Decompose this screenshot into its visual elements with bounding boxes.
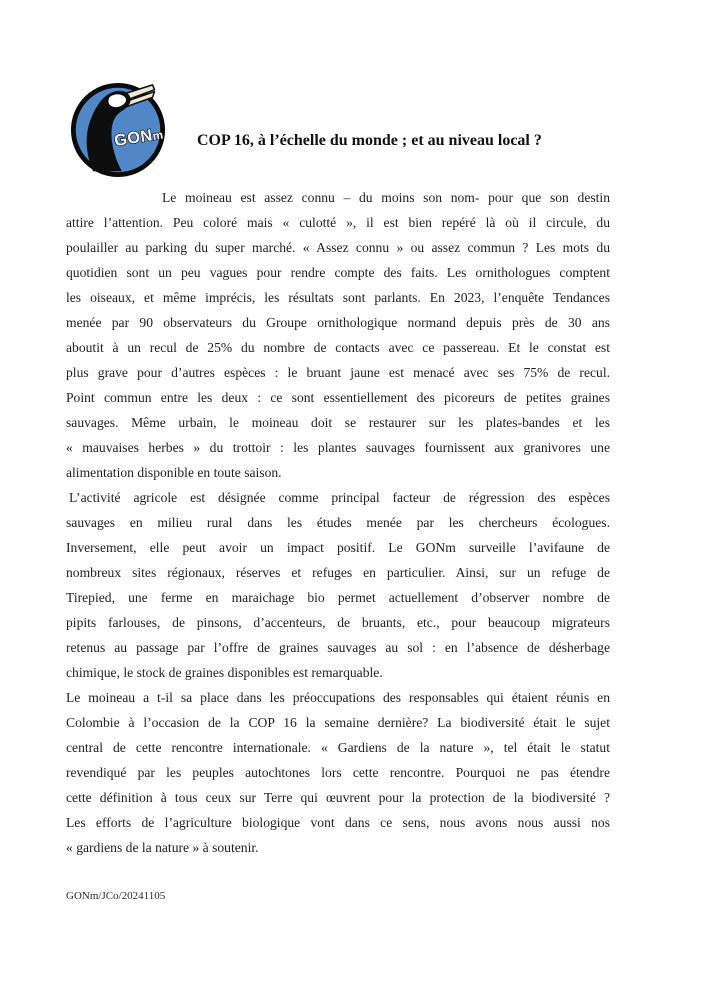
document-title: COP 16, à l’échelle du monde ; et au niveau local ? (197, 132, 542, 149)
text-line: Le moineau a t-il sa place dans les préoccupations des responsables qui étaient réunis en (66, 690, 610, 705)
text-line: L’activité agricole est désignée comme principal facteur de régression des espèces (69, 490, 610, 505)
document-reference: GONm/JCo/20241105 (66, 890, 166, 902)
text-line: plus grave pour d’autres espèces : le bruant jaune est menacé avec ses 75% de recul. (66, 365, 610, 380)
text-line: cette définition à tous ceux sur Terre qui œuvrent pour la protection de la biodiversité ? (66, 790, 610, 805)
text-line: Point commun entre les deux : ce sont essentiellement des picoreurs de petites graines (66, 390, 610, 405)
text-line: attire l’attention. Peu coloré mais « culotté », il est bien repéré là où il circule, du (66, 215, 610, 230)
text-line: « gardiens de la nature » à soutenir. (66, 840, 259, 855)
text-line: Le moineau est assez connu – du moins son nom- pour que son destin (162, 190, 610, 205)
text-line: pipits farlouses, de pinsons, d’accenteurs, de bruants, etc., pour beaucoup migrateurs (66, 615, 610, 630)
text-line: aboutit à un recul de 25% du nombre de contacts avec ce passereau. Et le constat est (66, 340, 610, 355)
text-line: poulailler au parking du super marché. « Assez connu » ou assez commun ? Les mots du (66, 240, 610, 255)
text-line: alimentation disponible en toute saison. (66, 465, 282, 480)
text-line: revendiqué par les peuples autochtones lors cette rencontre. Pourquoi ne pas étendre (66, 765, 610, 780)
text-line: les oiseaux, et même imprécis, les résultats sont parlants. En 2023, l’enquête Tendances (66, 290, 610, 305)
text-line: « mauvaises herbes » du trottoir : les plantes sauvages fournissent aux granivores une (66, 440, 610, 455)
document-body (66, 185, 610, 860)
text-line: nombreux sites régionaux, réserves et refuges en particulier. Ainsi, sur un refuge de (66, 565, 610, 580)
gonm-logo (70, 82, 166, 178)
text-line: quotidien sont un peu vagues pour rendre compte des faits. Les ornithologues comptent (66, 265, 610, 280)
text-line: sauvages. Même urbain, le moineau doit se restaurer sur les plates-bandes et les (66, 415, 610, 430)
text-line: Tirepied, une ferme en maraichage bio permet actuellement d’observer nombre de (66, 590, 610, 605)
text-line: chimique, le stock de graines disponibles est remarquable. (66, 665, 383, 680)
text-line: Inversement, elle peut avoir un impact positif. Le GONm surveille l’avifaune de (66, 540, 610, 555)
text-line: retenus au passage par l’offre de graines sauvages au sol : en l’absence de désherbage (66, 640, 610, 655)
text-line: Les efforts de l’agriculture biologique vont dans ce sens, nous avons nous aussi nos (66, 815, 610, 830)
text-line: central de cette rencontre internationale. « Gardiens de la nature », tel était le statut (66, 740, 610, 755)
text-line: menée par 90 observateurs du Groupe ornithologique normand depuis près de 30 ans (66, 315, 610, 330)
svg-text:GONm: GONm (113, 126, 165, 151)
text-line: Colombie à l’occasion de la COP 16 la semaine dernière? La biodiversité était le sujet (66, 715, 610, 730)
text-line: sauvages en milieu rural dans les études menée par les chercheurs écologues. (66, 515, 610, 530)
